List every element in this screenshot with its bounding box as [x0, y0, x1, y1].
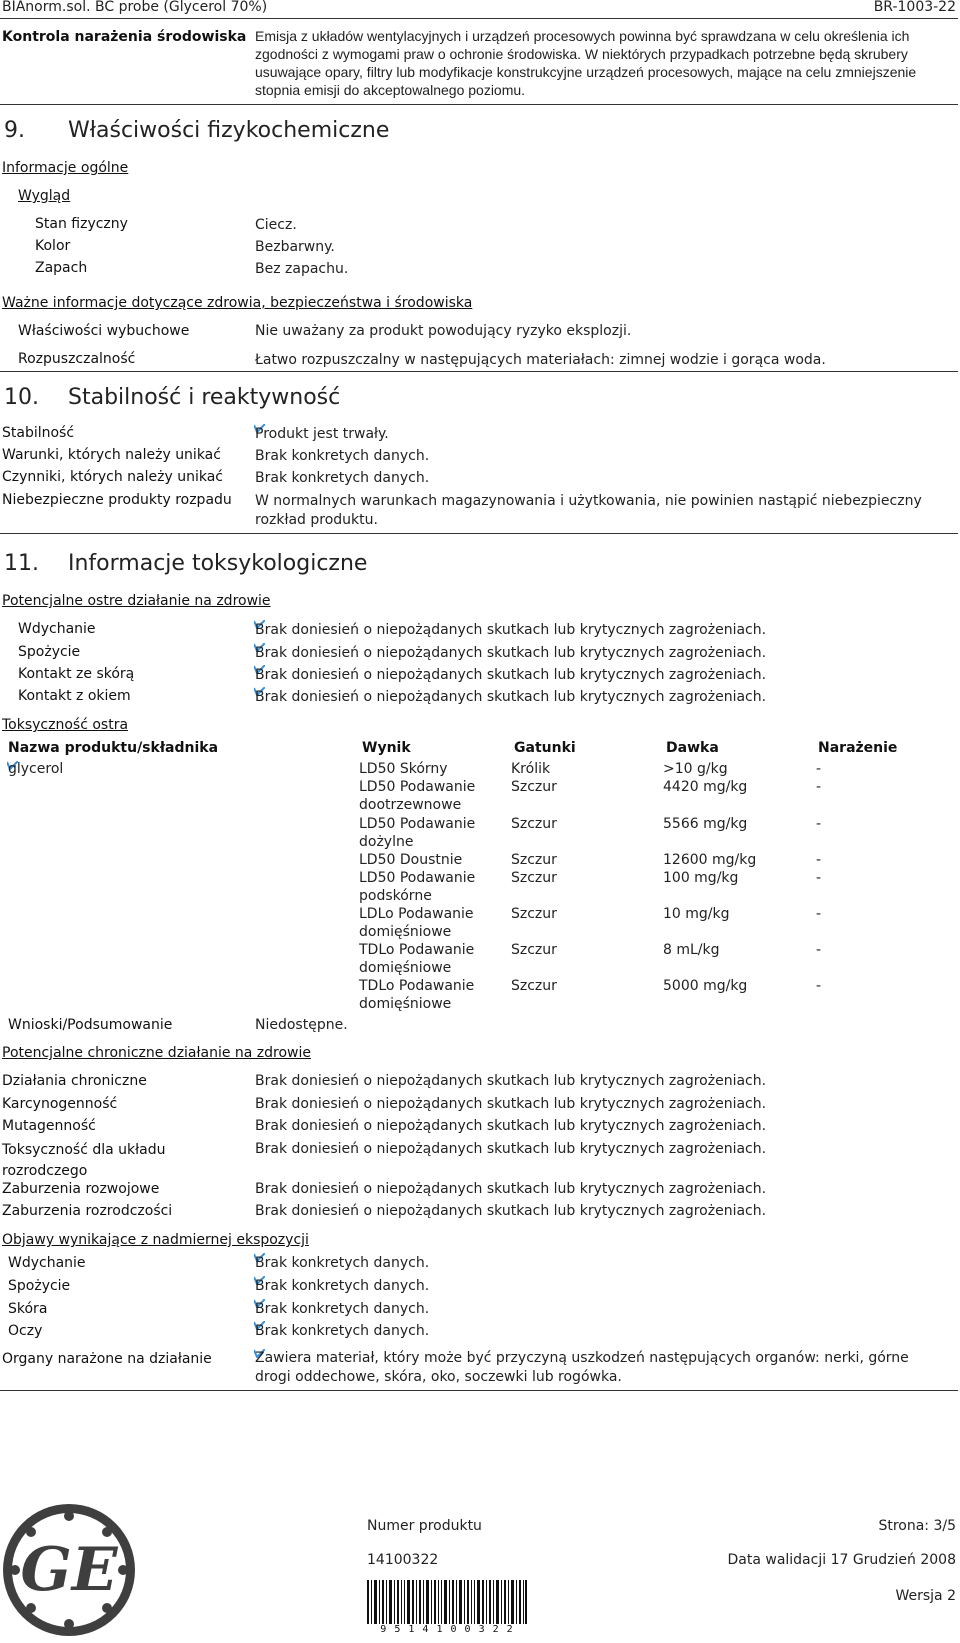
ge-logo: [0, 1501, 138, 1639]
color-label: Kolor: [35, 238, 71, 254]
important-info-heading: Ważne informacje dotyczące zdrowia, bezpieczeństwa i środowiska: [2, 295, 473, 311]
appearance-heading: Wygląd: [18, 188, 71, 204]
color-value: Bezbarwny.: [255, 239, 335, 255]
cell-species: Szczur: [511, 816, 557, 832]
cell-species: Królik: [511, 761, 551, 777]
over-ingestion-label: Spożycie: [8, 1278, 71, 1294]
over-ingestion-value: Brak konkretych danych.: [255, 1278, 430, 1294]
acute-ingestion-value: Brak doniesień o niepożądanych skutkach lub krytycznych zagrożeniach.: [255, 645, 767, 661]
barcode: [367, 1580, 527, 1638]
env-control-label: Kontrola narażenia środowiska: [2, 29, 247, 45]
section-9-title: [4, 118, 389, 143]
odor-label: Zapach: [35, 260, 88, 276]
table-row: [0, 905, 958, 941]
cell-result: LD50 Podawanie dootrzewnowe: [359, 779, 476, 813]
acute-inhalation-label: Wdychanie: [18, 621, 96, 637]
table-row: [0, 778, 958, 814]
cell-result: LD50 Podawanie dożylne: [359, 816, 476, 850]
chronic-heading: Potencjalne chroniczne działanie na zdrowie: [2, 1045, 311, 1061]
acute-skin-value: Brak doniesień o niepożądanych skutkach lub krytycznych zagrożeniach.: [255, 667, 767, 683]
section-rule: [0, 1390, 958, 1391]
fertility-value: Brak doniesień o niepożądanych skutkach lub krytycznych zagrożeniach.: [255, 1203, 767, 1219]
cell-result: LD50 Doustnie: [359, 852, 463, 868]
table-header-product: Nazwa produktu/składnika: [8, 740, 219, 756]
cell-exposure: -: [816, 761, 822, 777]
env-control-text: Emisja z układów wentylacyjnych i urządzeń procesowych powinna być sprawdzana w celu określenia ich zgodności z wymogami praw o ochronie środowiska. W niektórych przypadkach potrzebne będą skrubery usuwające opary, filtry lub modyfikacje konstrukcyjne urządzeń procesowych, mające na celu zmniejszenie stopnia emisji do akceptowalnego poziomu.: [255, 28, 917, 98]
section-9-number: 9.: [4, 118, 25, 143]
cell-species: Szczur: [511, 942, 557, 958]
validation-date: Data walidacji 17 Grudzień 2008: [727, 1552, 956, 1568]
section-rule: [0, 104, 958, 105]
acute-eye-label: Kontakt z okiem: [18, 688, 131, 704]
solubility-label: Rozpuszczalność: [18, 351, 136, 367]
section-10-heading: Stabilność i reaktywność: [68, 385, 341, 410]
developmental-value: Brak doniesień o niepożądanych skutkach lub krytycznych zagrożeniach.: [255, 1181, 767, 1197]
acute-inhalation-value: Brak doniesień o niepożądanych skutkach lub krytycznych zagrożeniach.: [255, 622, 767, 638]
cell-dose: 4420 mg/kg: [663, 779, 748, 795]
over-inhalation-label: Wdychanie: [8, 1255, 86, 1271]
table-header-result: Wynik: [362, 740, 411, 756]
target-organs-label: Organy narażone na działanie: [2, 1351, 212, 1367]
cell-exposure: -: [816, 978, 822, 994]
cell-exposure: -: [816, 852, 822, 868]
cell-species: Szczur: [511, 978, 557, 994]
carcinogenicity-value: Brak doniesień o niepożądanych skutkach lub krytycznych zagrożeniach.: [255, 1096, 767, 1112]
table-row: [0, 977, 958, 1013]
conditions-avoid-value: Brak konkretych danych.: [255, 448, 430, 464]
cell-exposure: -: [816, 779, 822, 795]
over-eyes-value: Brak konkretych danych.: [255, 1323, 430, 1339]
section-11-number: 11.: [4, 551, 39, 576]
table-row: [0, 851, 958, 869]
barcode-digits: 9 5 1 4 1 0 0 3 2 2: [380, 1624, 514, 1635]
odor-value: Bez zapachu.: [255, 261, 349, 277]
over-eyes-label: Oczy: [8, 1323, 43, 1339]
table-header-species: Gatunki: [514, 740, 576, 756]
chronic-effects-label: Działania chroniczne: [2, 1073, 147, 1089]
stability-value: Produkt jest trwały.: [255, 426, 389, 442]
section-11-title: [4, 551, 367, 576]
page-number: Strona: 3/5: [878, 1518, 956, 1534]
ge-logo-text: GE: [20, 1535, 118, 1605]
cell-species: Szczur: [511, 852, 557, 868]
acute-heading: Potencjalne ostre działanie na zdrowie: [2, 593, 271, 609]
section-9-heading: Właściwości fizykochemiczne: [68, 118, 390, 143]
over-skin-value: Brak konkretych danych.: [255, 1301, 430, 1317]
carcinogenicity-label: Karcynogenność: [2, 1096, 118, 1112]
product-number: 14100322: [367, 1552, 439, 1568]
doc-header-title: BIAnorm.sol. BC probe (Glycerol 70%): [2, 0, 268, 15]
cell-dose: 8 mL/kg: [663, 942, 720, 958]
chronic-effects-value: Brak doniesień o niepożądanych skutkach lub krytycznych zagrożeniach.: [255, 1073, 767, 1089]
cell-dose: 10 mg/kg: [663, 906, 730, 922]
reproductive-toxicity-label: Toksyczność dla układu rozrodczego: [2, 1142, 166, 1179]
state-label: Stan fizyczny: [35, 216, 128, 232]
cell-result: LD50 Skórny: [359, 761, 448, 777]
cell-species: Szczur: [511, 779, 557, 795]
cell-dose: 100 mg/kg: [663, 870, 739, 886]
section-rule: [0, 371, 958, 372]
cell-result: TDLo Podawanie domięśniowe: [359, 942, 475, 976]
acute-ingestion-label: Spożycie: [18, 644, 81, 660]
acute-eye-value: Brak doniesień o niepożądanych skutkach lub krytycznych zagrożeniach.: [255, 689, 767, 705]
section-10-title: [4, 385, 340, 410]
cell-exposure: -: [816, 870, 822, 886]
conclusions-value: Niedostępne.: [255, 1017, 348, 1033]
acute-toxicity-heading: Toksyczność ostra: [2, 717, 129, 733]
developmental-label: Zaburzenia rozwojowe: [2, 1181, 160, 1197]
cell-species: Szczur: [511, 906, 557, 922]
over-skin-label: Skóra: [8, 1301, 48, 1317]
solubility-value: Łatwo rozpuszczalny w następujących materiałach: zimnej wodzie i gorąca woda.: [255, 352, 826, 368]
table-product-name: glycerol: [8, 761, 64, 777]
section-11-heading: Informacje toksykologiczne: [68, 551, 368, 576]
explosive-label: Właściwości wybuchowe: [18, 323, 190, 339]
table-row: [0, 760, 958, 778]
cell-dose: 5566 mg/kg: [663, 816, 748, 832]
table-row: [0, 869, 958, 905]
decomposition-label: Niebezpieczne produkty rozpadu: [2, 492, 232, 508]
cell-dose: >10 g/kg: [663, 761, 728, 777]
decomposition-value: W normalnych warunkach magazynowania i użytkowania, nie powinien nastąpić niebezpieczny rozkład produktu.: [255, 493, 922, 528]
cell-dose: 12600 mg/kg: [663, 852, 757, 868]
table-row: [0, 815, 958, 851]
materials-avoid-value: Brak konkretych danych.: [255, 470, 430, 486]
mutagenicity-label: Mutagenność: [2, 1118, 96, 1134]
header-rule: [0, 18, 958, 19]
over-inhalation-value: Brak konkretych danych.: [255, 1255, 430, 1271]
cell-exposure: -: [816, 942, 822, 958]
fertility-label: Zaburzenia rozrodczości: [2, 1203, 173, 1219]
materials-avoid-label: Czynniki, których należy unikać: [2, 469, 223, 485]
barcode-icon: [367, 1580, 527, 1624]
cell-exposure: -: [816, 906, 822, 922]
conditions-avoid-label: Warunki, których należy unikać: [2, 447, 221, 463]
product-number-label: Numer produktu: [367, 1518, 482, 1534]
section-rule: [0, 533, 958, 534]
cell-species: Szczur: [511, 870, 557, 886]
target-organs-value: Zawiera materiał, który może być przyczyną uszkodzeń następujących organów: nerki, górne drogi oddechowe, skóra, oko, soczewki lub rogówka.: [255, 1350, 909, 1385]
table-header-exposure: Narażenie: [818, 740, 898, 756]
explosive-value: Nie uważany za produkt powodujący ryzyko eksplozji.: [255, 323, 632, 339]
table-header-dose: Dawka: [666, 740, 719, 756]
state-value: Ciecz.: [255, 217, 297, 233]
section-10-number: 10.: [4, 385, 39, 410]
cell-result: LDLo Podawanie domięśniowe: [359, 906, 474, 940]
table-row: [0, 941, 958, 977]
cell-result: LD50 Podawanie podskórne: [359, 870, 476, 904]
cell-exposure: -: [816, 816, 822, 832]
general-info-heading: Informacje ogólne: [2, 160, 129, 176]
reproductive-toxicity-value: Brak doniesień o niepożądanych skutkach lub krytycznych zagrożeniach.: [255, 1141, 767, 1157]
overexposure-heading: Objawy wynikające z nadmiernej ekspozycji: [2, 1232, 309, 1248]
stability-label: Stabilność: [2, 425, 75, 441]
version: Wersja 2: [895, 1588, 956, 1604]
conclusions-label: Wnioski/Podsumowanie: [8, 1017, 173, 1033]
mutagenicity-value: Brak doniesień o niepożądanych skutkach lub krytycznych zagrożeniach.: [255, 1118, 767, 1134]
cell-result: TDLo Podawanie domięśniowe: [359, 978, 475, 1012]
acute-skin-label: Kontakt ze skórą: [18, 666, 135, 682]
doc-header-code: BR-1003-22: [873, 0, 956, 15]
cell-dose: 5000 mg/kg: [663, 978, 748, 994]
